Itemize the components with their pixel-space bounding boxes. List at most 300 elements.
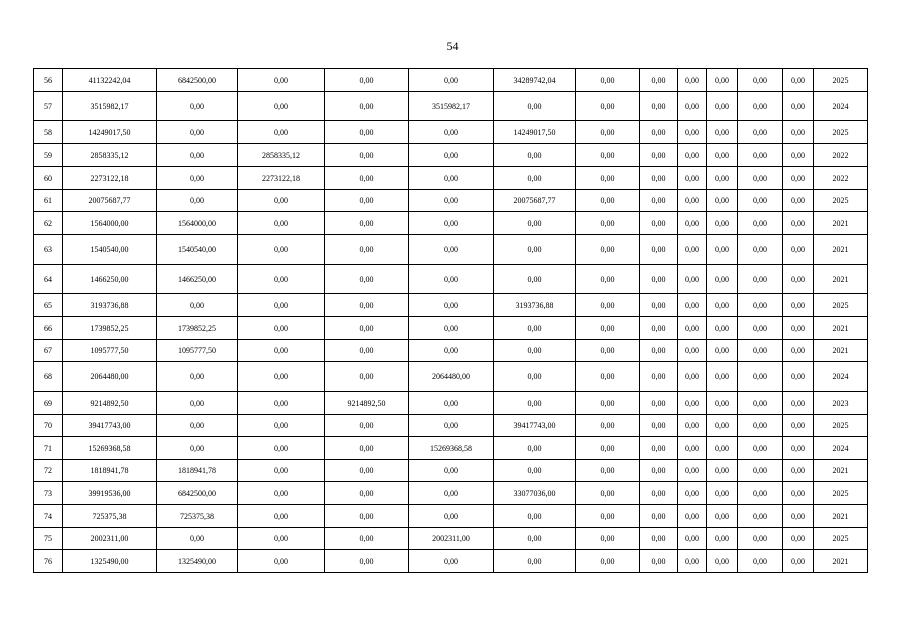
amount-cell: 0,00 <box>707 235 738 265</box>
amount-cell: 0,00 <box>707 362 738 392</box>
amount-cell: 0,00 <box>707 340 738 362</box>
amount-cell: 2273122,18 <box>238 167 325 190</box>
amount-cell: 0,00 <box>640 437 678 460</box>
amount-cell: 0,00 <box>409 550 494 573</box>
row-number-cell: 69 <box>34 392 63 415</box>
amount-cell: 0,00 <box>325 69 409 92</box>
amount-cell: 0,00 <box>409 505 494 528</box>
amount-cell: 0,00 <box>325 482 409 505</box>
row-number-cell: 65 <box>34 294 63 317</box>
amount-cell: 14249017,50 <box>494 121 576 144</box>
amount-cell: 0,00 <box>494 550 576 573</box>
year-cell: 2025 <box>814 190 868 212</box>
amount-cell: 0,00 <box>707 294 738 317</box>
amount-cell: 3515982,17 <box>409 92 494 121</box>
table-body <box>34 69 868 573</box>
amount-cell: 0,00 <box>640 144 678 167</box>
amount-cell: 0,00 <box>409 415 494 437</box>
table-row <box>34 505 868 528</box>
table-row <box>34 144 868 167</box>
amount-cell: 0,00 <box>707 265 738 294</box>
amount-cell: 39417743,00 <box>63 415 157 437</box>
amount-cell: 0,00 <box>238 528 325 550</box>
amount-cell: 0,00 <box>325 121 409 144</box>
amount-cell: 0,00 <box>738 121 783 144</box>
year-cell: 2024 <box>814 92 868 121</box>
amount-cell: 0,00 <box>640 167 678 190</box>
amount-cell: 2002311,00 <box>409 528 494 550</box>
amount-cell: 0,00 <box>576 437 640 460</box>
amount-cell: 0,00 <box>325 317 409 340</box>
row-number-cell: 62 <box>34 212 63 235</box>
amount-cell: 0,00 <box>707 92 738 121</box>
amount-cell: 0,00 <box>738 550 783 573</box>
amount-cell: 0,00 <box>494 505 576 528</box>
amount-cell: 0,00 <box>157 92 238 121</box>
amount-cell: 0,00 <box>783 190 814 212</box>
row-number-cell: 64 <box>34 265 63 294</box>
table-row <box>34 294 868 317</box>
amount-cell: 0,00 <box>325 294 409 317</box>
amount-cell: 0,00 <box>640 505 678 528</box>
amount-cell: 0,00 <box>238 212 325 235</box>
amount-cell: 0,00 <box>678 167 707 190</box>
amount-cell: 0,00 <box>325 190 409 212</box>
amount-cell: 0,00 <box>157 190 238 212</box>
amount-cell: 0,00 <box>678 69 707 92</box>
year-cell: 2023 <box>814 392 868 415</box>
amount-cell: 0,00 <box>238 437 325 460</box>
amount-cell: 0,00 <box>783 528 814 550</box>
amount-cell: 0,00 <box>707 190 738 212</box>
amount-cell: 1564000,00 <box>63 212 157 235</box>
table-row <box>34 550 868 573</box>
amount-cell: 0,00 <box>678 121 707 144</box>
amount-cell: 0,00 <box>238 121 325 144</box>
amount-cell: 0,00 <box>707 317 738 340</box>
amount-cell: 0,00 <box>325 144 409 167</box>
amount-cell: 1325490,00 <box>157 550 238 573</box>
amount-cell: 0,00 <box>325 167 409 190</box>
amount-cell: 0,00 <box>640 340 678 362</box>
table-row <box>34 392 868 415</box>
year-cell: 2024 <box>814 437 868 460</box>
amount-cell: 0,00 <box>576 415 640 437</box>
table-row <box>34 265 868 294</box>
amount-cell: 0,00 <box>783 69 814 92</box>
amount-cell: 0,00 <box>738 235 783 265</box>
amount-cell: 39919536,00 <box>63 482 157 505</box>
amount-cell: 0,00 <box>325 92 409 121</box>
amount-cell: 0,00 <box>325 415 409 437</box>
amount-cell: 0,00 <box>738 482 783 505</box>
amount-cell: 0,00 <box>409 212 494 235</box>
amount-cell: 0,00 <box>783 362 814 392</box>
amount-cell: 0,00 <box>157 392 238 415</box>
amount-cell: 0,00 <box>576 392 640 415</box>
amount-cell: 0,00 <box>325 437 409 460</box>
amount-cell: 0,00 <box>678 317 707 340</box>
table-row <box>34 340 868 362</box>
amount-cell: 0,00 <box>640 121 678 144</box>
amount-cell: 0,00 <box>576 528 640 550</box>
amount-cell: 725375,38 <box>63 505 157 528</box>
amount-cell: 0,00 <box>783 460 814 482</box>
amount-cell: 0,00 <box>409 317 494 340</box>
amount-cell: 0,00 <box>707 392 738 415</box>
year-cell: 2025 <box>814 294 868 317</box>
amount-cell: 0,00 <box>738 317 783 340</box>
amount-cell: 0,00 <box>640 92 678 121</box>
amount-cell: 2273122,18 <box>63 167 157 190</box>
amount-cell: 0,00 <box>783 415 814 437</box>
amount-cell: 0,00 <box>238 265 325 294</box>
amount-cell: 0,00 <box>409 190 494 212</box>
amount-cell: 0,00 <box>409 144 494 167</box>
amount-cell: 0,00 <box>325 212 409 235</box>
amount-cell: 0,00 <box>494 392 576 415</box>
amount-cell: 0,00 <box>738 92 783 121</box>
row-number-cell: 67 <box>34 340 63 362</box>
amount-cell: 0,00 <box>783 482 814 505</box>
amount-cell: 0,00 <box>738 167 783 190</box>
amount-cell: 0,00 <box>707 482 738 505</box>
amount-cell: 0,00 <box>576 505 640 528</box>
amount-cell: 0,00 <box>783 392 814 415</box>
row-number-cell: 70 <box>34 415 63 437</box>
row-number-cell: 72 <box>34 460 63 482</box>
amount-cell: 0,00 <box>238 482 325 505</box>
amount-cell: 0,00 <box>640 482 678 505</box>
amount-cell: 1739852,25 <box>157 317 238 340</box>
amount-cell: 0,00 <box>678 212 707 235</box>
table-row <box>34 121 868 144</box>
row-number-cell: 56 <box>34 69 63 92</box>
amount-cell: 0,00 <box>678 392 707 415</box>
amount-cell: 0,00 <box>707 121 738 144</box>
amount-cell: 0,00 <box>576 362 640 392</box>
amount-cell: 0,00 <box>409 69 494 92</box>
table-row <box>34 92 868 121</box>
table-row <box>34 235 868 265</box>
amount-cell: 0,00 <box>409 294 494 317</box>
year-cell: 2025 <box>814 528 868 550</box>
amount-cell: 0,00 <box>576 317 640 340</box>
amount-cell: 0,00 <box>409 265 494 294</box>
year-cell: 2025 <box>814 415 868 437</box>
page-number: 54 <box>446 39 459 53</box>
year-cell: 2021 <box>814 265 868 294</box>
year-cell: 2024 <box>814 362 868 392</box>
amount-cell: 0,00 <box>738 190 783 212</box>
year-cell: 2025 <box>814 121 868 144</box>
amount-cell: 0,00 <box>238 340 325 362</box>
amount-cell: 0,00 <box>707 550 738 573</box>
table-row <box>34 437 868 460</box>
amount-cell: 2002311,00 <box>63 528 157 550</box>
amount-cell: 1095777,50 <box>157 340 238 362</box>
amount-cell: 0,00 <box>783 235 814 265</box>
amount-cell: 0,00 <box>640 362 678 392</box>
amount-cell: 0,00 <box>640 550 678 573</box>
amount-cell: 1818941,78 <box>157 460 238 482</box>
amount-cell: 0,00 <box>640 528 678 550</box>
row-number-cell: 60 <box>34 167 63 190</box>
table-row <box>34 482 868 505</box>
year-cell: 2022 <box>814 144 868 167</box>
year-cell: 2021 <box>814 235 868 265</box>
amount-cell: 0,00 <box>409 482 494 505</box>
amount-cell: 0,00 <box>783 437 814 460</box>
amount-cell: 0,00 <box>494 317 576 340</box>
amount-cell: 0,00 <box>678 528 707 550</box>
amount-cell: 3193736,88 <box>494 294 576 317</box>
amount-cell: 0,00 <box>738 294 783 317</box>
amount-cell: 0,00 <box>738 392 783 415</box>
amount-cell: 0,00 <box>783 167 814 190</box>
amount-cell: 0,00 <box>640 317 678 340</box>
amount-cell: 20075687,77 <box>63 190 157 212</box>
amount-cell: 3193736,88 <box>63 294 157 317</box>
year-cell: 2021 <box>814 460 868 482</box>
amount-cell: 0,00 <box>783 550 814 573</box>
amount-cell: 0,00 <box>783 505 814 528</box>
amount-cell: 0,00 <box>325 460 409 482</box>
amount-cell: 0,00 <box>707 528 738 550</box>
amount-cell: 0,00 <box>494 460 576 482</box>
amount-cell: 0,00 <box>678 362 707 392</box>
amount-cell: 0,00 <box>238 505 325 528</box>
amount-cell: 0,00 <box>238 415 325 437</box>
amount-cell: 725375,38 <box>157 505 238 528</box>
amount-cell: 1564000,00 <box>157 212 238 235</box>
amount-cell: 0,00 <box>494 362 576 392</box>
amount-cell: 0,00 <box>783 265 814 294</box>
row-number-cell: 58 <box>34 121 63 144</box>
amount-cell: 0,00 <box>494 437 576 460</box>
amount-cell: 0,00 <box>707 505 738 528</box>
amount-cell: 0,00 <box>576 69 640 92</box>
amount-cell: 0,00 <box>576 550 640 573</box>
amount-cell: 0,00 <box>325 235 409 265</box>
amount-cell: 0,00 <box>238 235 325 265</box>
amount-cell: 9214892,50 <box>63 392 157 415</box>
amount-cell: 0,00 <box>325 550 409 573</box>
amount-cell: 2064480,00 <box>409 362 494 392</box>
amount-cell: 0,00 <box>640 69 678 92</box>
amount-cell: 0,00 <box>576 167 640 190</box>
amount-cell: 0,00 <box>157 121 238 144</box>
table-row <box>34 69 868 92</box>
amount-cell: 0,00 <box>576 294 640 317</box>
amount-cell: 0,00 <box>238 92 325 121</box>
amount-cell: 0,00 <box>157 415 238 437</box>
amount-cell: 0,00 <box>678 92 707 121</box>
amount-cell: 6842500,00 <box>157 69 238 92</box>
amount-cell: 15269368,58 <box>409 437 494 460</box>
amount-cell: 0,00 <box>238 69 325 92</box>
amount-cell: 0,00 <box>576 340 640 362</box>
amount-cell: 41132242,04 <box>63 69 157 92</box>
amount-cell: 0,00 <box>576 92 640 121</box>
amount-cell: 1325490,00 <box>63 550 157 573</box>
amount-cell: 0,00 <box>409 235 494 265</box>
amount-cell: 0,00 <box>678 550 707 573</box>
row-number-cell: 63 <box>34 235 63 265</box>
year-cell: 2022 <box>814 167 868 190</box>
amount-cell: 6842500,00 <box>157 482 238 505</box>
amount-cell: 0,00 <box>157 528 238 550</box>
amount-cell: 2064480,00 <box>63 362 157 392</box>
amount-cell: 0,00 <box>576 190 640 212</box>
table-row <box>34 528 868 550</box>
amount-cell: 0,00 <box>325 362 409 392</box>
amount-cell: 0,00 <box>157 437 238 460</box>
amount-cell: 0,00 <box>157 362 238 392</box>
amount-cell: 1466250,00 <box>157 265 238 294</box>
amount-cell: 0,00 <box>494 92 576 121</box>
amount-cell: 0,00 <box>783 317 814 340</box>
amount-cell: 1540540,00 <box>157 235 238 265</box>
amount-cell: 2858335,12 <box>63 144 157 167</box>
amount-cell: 0,00 <box>707 212 738 235</box>
table-row <box>34 167 868 190</box>
amount-cell: 0,00 <box>783 340 814 362</box>
row-number-cell: 74 <box>34 505 63 528</box>
amount-cell: 0,00 <box>738 528 783 550</box>
table-row <box>34 415 868 437</box>
amount-cell: 20075687,77 <box>494 190 576 212</box>
amount-cell: 0,00 <box>640 415 678 437</box>
amount-cell: 0,00 <box>238 392 325 415</box>
amount-cell: 0,00 <box>707 415 738 437</box>
data-table <box>33 68 868 573</box>
amount-cell: 0,00 <box>707 144 738 167</box>
amount-cell: 1540540,00 <box>63 235 157 265</box>
amount-cell: 0,00 <box>325 265 409 294</box>
amount-cell: 0,00 <box>707 437 738 460</box>
amount-cell: 0,00 <box>238 190 325 212</box>
amount-cell: 0,00 <box>738 69 783 92</box>
amount-cell: 0,00 <box>325 505 409 528</box>
amount-cell: 0,00 <box>409 340 494 362</box>
row-number-cell: 71 <box>34 437 63 460</box>
amount-cell: 0,00 <box>494 212 576 235</box>
amount-cell: 1466250,00 <box>63 265 157 294</box>
amount-cell: 0,00 <box>640 235 678 265</box>
amount-cell: 0,00 <box>783 212 814 235</box>
amount-cell: 0,00 <box>494 167 576 190</box>
year-cell: 2021 <box>814 317 868 340</box>
amount-cell: 0,00 <box>738 460 783 482</box>
amount-cell: 0,00 <box>640 212 678 235</box>
amount-cell: 3515982,17 <box>63 92 157 121</box>
row-number-cell: 66 <box>34 317 63 340</box>
amount-cell: 0,00 <box>738 415 783 437</box>
amount-cell: 0,00 <box>238 460 325 482</box>
amount-cell: 0,00 <box>678 235 707 265</box>
amount-cell: 39417743,00 <box>494 415 576 437</box>
amount-cell: 0,00 <box>640 460 678 482</box>
amount-cell: 0,00 <box>494 144 576 167</box>
amount-cell: 0,00 <box>238 294 325 317</box>
amount-cell: 0,00 <box>157 167 238 190</box>
amount-cell: 33077036,00 <box>494 482 576 505</box>
row-number-cell: 57 <box>34 92 63 121</box>
year-cell: 2025 <box>814 482 868 505</box>
amount-cell: 0,00 <box>783 294 814 317</box>
amount-cell: 0,00 <box>576 482 640 505</box>
amount-cell: 0,00 <box>157 294 238 317</box>
amount-cell: 0,00 <box>325 528 409 550</box>
amount-cell: 0,00 <box>707 167 738 190</box>
amount-cell: 0,00 <box>494 340 576 362</box>
amount-cell: 1818941,78 <box>63 460 157 482</box>
amount-cell: 1095777,50 <box>63 340 157 362</box>
amount-cell: 0,00 <box>494 265 576 294</box>
amount-cell: 0,00 <box>738 437 783 460</box>
amount-cell: 0,00 <box>738 212 783 235</box>
amount-cell: 0,00 <box>409 392 494 415</box>
table-row <box>34 212 868 235</box>
amount-cell: 9214892,50 <box>325 392 409 415</box>
year-cell: 2021 <box>814 505 868 528</box>
amount-cell: 0,00 <box>783 92 814 121</box>
amount-cell: 0,00 <box>678 144 707 167</box>
row-number-cell: 68 <box>34 362 63 392</box>
amount-cell: 0,00 <box>157 144 238 167</box>
amount-cell: 0,00 <box>576 265 640 294</box>
amount-cell: 0,00 <box>640 265 678 294</box>
amount-cell: 0,00 <box>494 528 576 550</box>
table-row <box>34 190 868 212</box>
amount-cell: 0,00 <box>678 482 707 505</box>
year-cell: 2021 <box>814 550 868 573</box>
amount-cell: 14249017,50 <box>63 121 157 144</box>
amount-cell: 0,00 <box>409 121 494 144</box>
amount-cell: 1739852,25 <box>63 317 157 340</box>
amount-cell: 0,00 <box>576 212 640 235</box>
amount-cell: 0,00 <box>707 69 738 92</box>
amount-cell: 34289742,04 <box>494 69 576 92</box>
table-row <box>34 362 868 392</box>
amount-cell: 0,00 <box>576 144 640 167</box>
amount-cell: 0,00 <box>238 317 325 340</box>
year-cell: 2021 <box>814 340 868 362</box>
row-number-cell: 61 <box>34 190 63 212</box>
amount-cell: 0,00 <box>494 235 576 265</box>
row-number-cell: 59 <box>34 144 63 167</box>
amount-cell: 0,00 <box>738 362 783 392</box>
amount-cell: 0,00 <box>640 190 678 212</box>
amount-cell: 2858335,12 <box>238 144 325 167</box>
amount-cell: 0,00 <box>678 415 707 437</box>
amount-cell: 0,00 <box>678 294 707 317</box>
amount-cell: 0,00 <box>576 460 640 482</box>
year-cell: 2025 <box>814 69 868 92</box>
amount-cell: 0,00 <box>640 294 678 317</box>
amount-cell: 0,00 <box>678 460 707 482</box>
amount-cell: 0,00 <box>238 550 325 573</box>
amount-cell: 0,00 <box>678 190 707 212</box>
amount-cell: 0,00 <box>640 392 678 415</box>
amount-cell: 0,00 <box>576 121 640 144</box>
amount-cell: 0,00 <box>238 362 325 392</box>
row-number-cell: 73 <box>34 482 63 505</box>
year-cell: 2021 <box>814 212 868 235</box>
amount-cell: 0,00 <box>678 265 707 294</box>
amount-cell: 0,00 <box>325 340 409 362</box>
